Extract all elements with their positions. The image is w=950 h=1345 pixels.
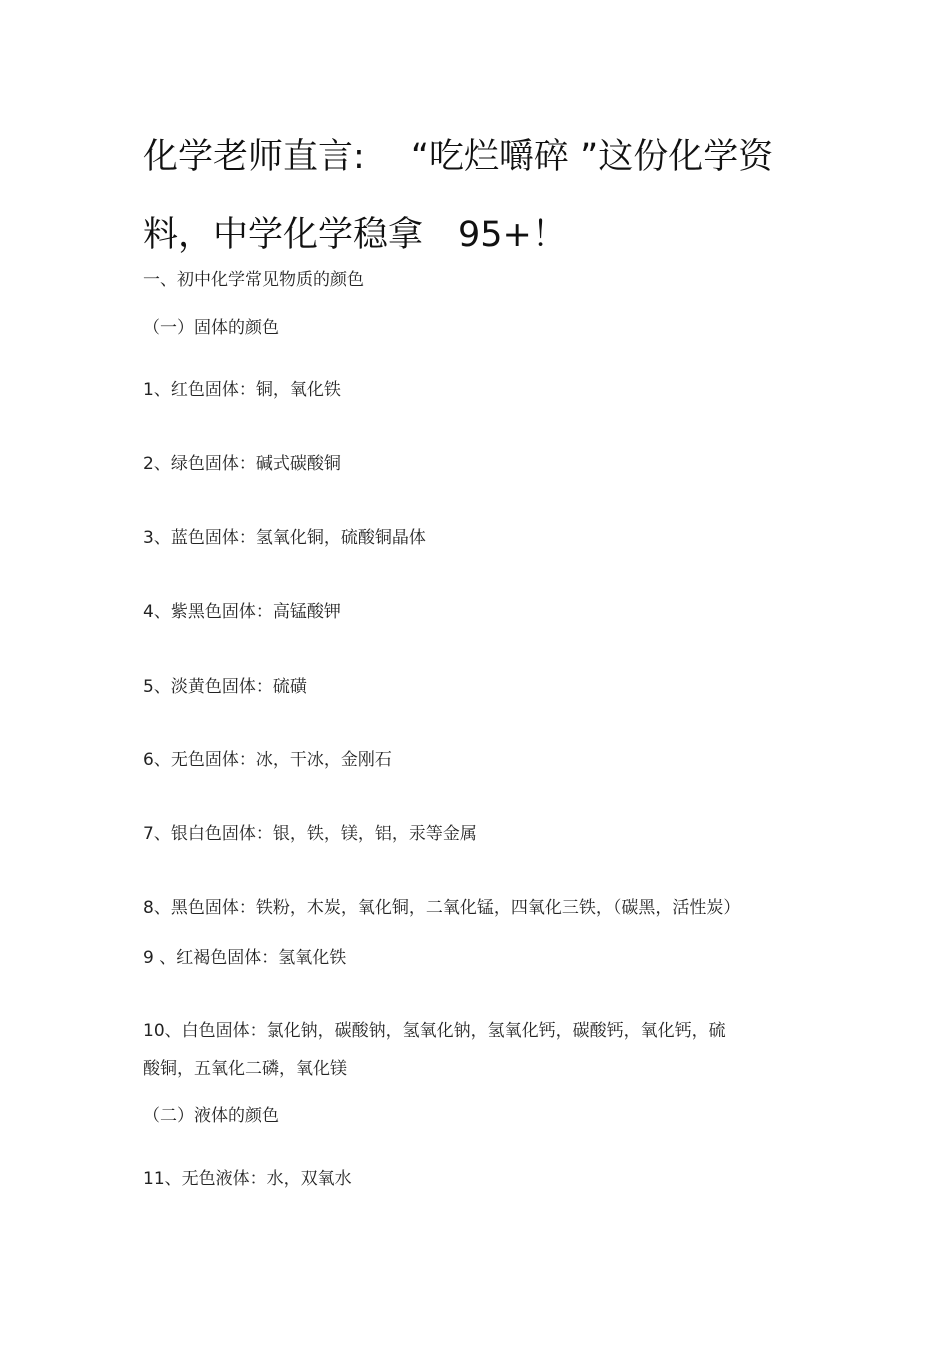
list-item: 6、无色固体：冰，干冰，金刚石 (143, 750, 392, 770)
subsection-heading-liquids: （二）液体的颜色 (143, 1106, 279, 1126)
document-title-line-1: 化学老师直言: “吃烂嚼碎 ”这份化学资 (143, 137, 774, 177)
section-heading-colors: 一、初中化学常见物质的颜色 (143, 270, 364, 290)
list-item-continuation: 酸铜，五氧化二磷，氧化镁 (143, 1059, 347, 1079)
list-item: 10、白色固体：氯化钠，碳酸钠，氢氧化钠，氢氧化钙，碳酸钙，氧化钙，硫 (143, 1021, 726, 1041)
list-item: 7、银白色固体：银，铁，镁，铝，汞等金属 (143, 824, 477, 844)
list-item: 11、无色液体：水，双氧水 (143, 1169, 352, 1189)
list-item: 9 、红褐色固体：氢氧化铁 (143, 948, 347, 968)
list-item: 8、黑色固体：铁粉，木炭，氧化铜，二氧化锰，四氧化三铁，（碳黑，活性炭） (143, 898, 741, 918)
list-item: 4、紫黑色固体：高锰酸钾 (143, 602, 341, 622)
list-item: 1、红色固体：铜，氧化铁 (143, 380, 341, 400)
list-item: 5、淡黄色固体：硫磺 (143, 677, 307, 697)
list-item: 3、蓝色固体：氢氧化铜，硫酸铜晶体 (143, 528, 426, 548)
subsection-heading-solids: （一）固体的颜色 (143, 318, 279, 338)
list-item: 2、绿色固体：碱式碳酸铜 (143, 454, 341, 474)
document-title-line-2: 料，中学化学稳拿 95+！ (143, 215, 567, 255)
